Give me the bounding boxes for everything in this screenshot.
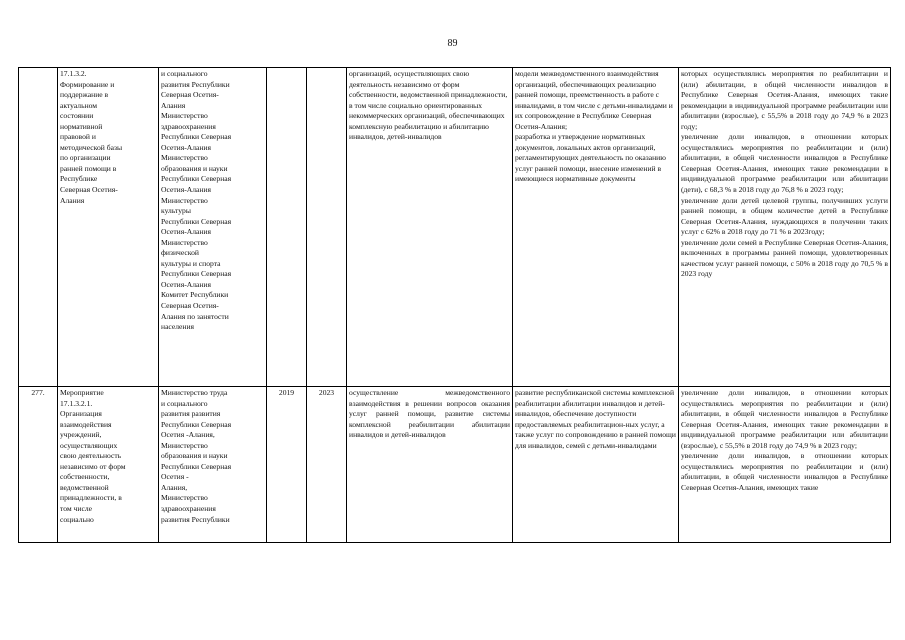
measure-cell: Мероприятие 17.1.3.2.1. Организация взаимодействия учреждений, осуществляющих свою деятельность независимо от форм собственности, ведомственной принадлежности, в том числе социально xyxy=(58,387,159,543)
year-end-cell: 2023 xyxy=(307,387,347,543)
executors-cell: Министерство труда и социального развития развития Республики Северная Осетия -Алания, Министерство образования и науки Республики Северная Осетия - Алания, Министерство здравоохранения развития Республики xyxy=(159,387,267,543)
result-cell: развитие республиканской системы комплексной реабилитации абилитации инвалидов и детей-инвалидов, обеспечение доступности предоставляемых реабилитацион-ных услуг, а также услуг по сопровождению в ранней помощи для инвалидов, семей с детьми-инвалидами xyxy=(513,387,679,543)
year-end-cell xyxy=(307,68,347,387)
result-cell: модели межведомственного взаимодействия организаций, обеспечивающих реализацию ранней помощи, преемственность в работе с инвалидами, в том числе с детьми-инвалидами и их сопровождение в Республике Северная Осетия-Алания; разработка и утверждение нормативных документов, локальных актов организаций, регламентирующих деятельность по оказанию услуг ранней помощи, внесение изменений в имеющиеся нормативные документы xyxy=(513,68,679,387)
measures-table xyxy=(18,67,891,543)
table-row xyxy=(19,387,891,543)
page-number: 89 xyxy=(447,38,458,49)
year-start-cell xyxy=(267,68,307,387)
table-row xyxy=(19,68,891,387)
year-start-cell: 2019 xyxy=(267,387,307,543)
executors-cell: и социального развития Республики Северная Осетия- Алания Министерство здравоохранения Республики Северная Осетия-Алания Министерство образования и науки Республики Северная Осетия-Алания Министерство культуры Республики Северная Осетия-Алания Министерство физической культуры и спорта Республики Северная Осетия-Алания Комитет Республики Северная Осетия- Алания по занятости населения xyxy=(159,68,267,387)
indicators-cell: которых осуществлялись мероприятия по реабилитации и (или) абилитации, в общей численности инвалидов в Республике Северная Осетия-Алания, имеющих такие рекомендации в индивидуальной программе реабилитации или абилитации (взрослые), с 55,5% в 2018 году до 74,9 % в 2023 году; увеличение доли инвалидов, в отношении которых осуществлялись мероприятия по реабилитации и (или) абилитации, в общей численности инвалидов в Республике Северная Осетия-Алания, имеющих такие рекомендации в индивидуальной программе реабилитации или абилитации (дети), с 68,3 % в 2018 году до 76,8 % в 2023 году; увеличение доли детей целевой группы, получивших услуги ранней помощи, в общем количестве детей в Республике Северная Осетия-Алания, нуждающихся в получении таких услуг с 62% в 2018 году до 71 % в 2023году; увеличение доли семей в Республике Северная Осетия-Алания, включенных в программы ранней помощи, удовлетворенных качеством услуг ранней помощи, с 50% в 2018 году до 70,5 % в 2023 году xyxy=(679,68,891,387)
content-cell: организаций, осуществляющих свою деятельность независимо от форм собственности, ведомственной принадлежности, в том числе социально ориентированных некоммерческих организаций, обеспечивающих комплексную реабилитацию и абилитацию инвалидов, детей-инвалидов xyxy=(347,68,513,387)
measure-cell: 17.1.3.2. Формирование и поддержание в актуальном состоянии нормативной правовой и методической базы по организации ранней помощи в Республике Северная Осетия- Алания xyxy=(58,68,159,387)
indicators-cell: увеличение доли инвалидов, в отношении которых осуществлялись мероприятия по реабилитации и (или) абилитации, в общей численности инвалидов в Республике Северная Осетия-Алания, имеющих такие рекомендации в индивидуальной программе реабилитации или абилитации (взрослые), с 55,5% в 2018 году до 74,9 % в 2023 году; увеличение доли инвалидов, в отношении которых осуществлялись мероприятия по реабилитации и (или) абилитации, в общей численности инвалидов в Республике Северная Осетия-Алания, имеющих такие xyxy=(679,387,891,543)
content-cell: осуществление межведомственного взаимодействия в решении вопросов оказания услуг ранней помощи, развитие системы комплексной реабилитации абилитации инвалидов и детей-инвалидов xyxy=(347,387,513,543)
row-number-cell xyxy=(19,68,58,387)
row-number-cell: 277. xyxy=(19,387,58,543)
